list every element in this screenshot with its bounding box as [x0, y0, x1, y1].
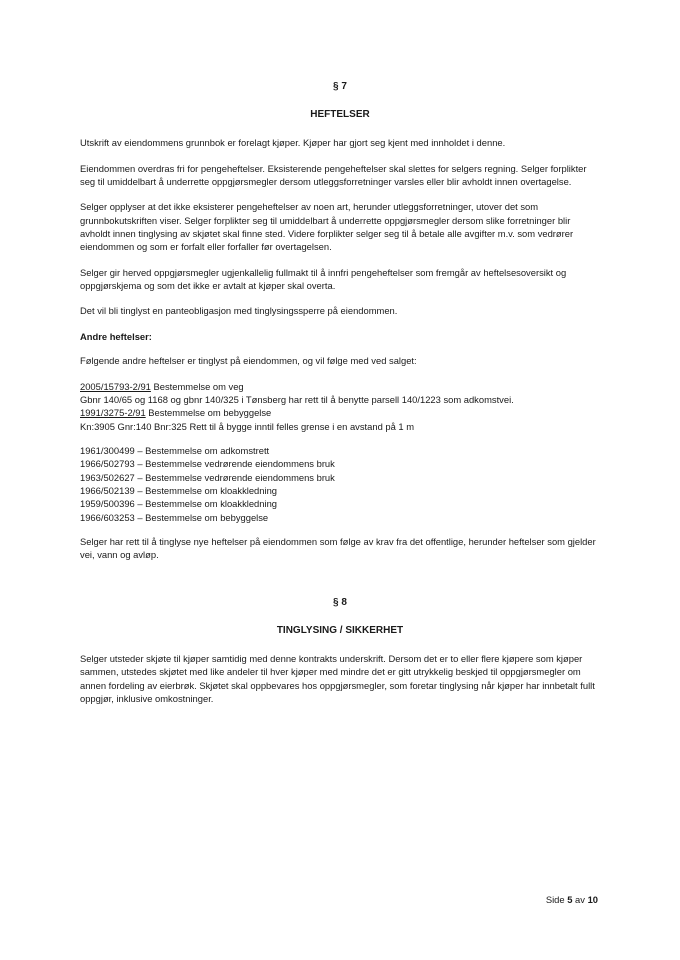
section-7-paragraph-5: Det vil bli tinglyst en panteobligasjon med tinglysingssperre på eiendommen.: [80, 305, 398, 317]
list-item: 1963/502627 – Bestemmelse vedrørende eiendommens bruk: [80, 471, 335, 483]
encumbrance-entries: [80, 380, 600, 433]
page-number-current: 5: [567, 894, 573, 905]
encumbrance-entry-2-description: Kn:3905 Gnr:140 Bnr:325 Rett til å bygge inntil felles grense i en avstand på 1 m: [80, 420, 415, 432]
section-7-paragraph-1: Utskrift av eiendommens grunnbok er forelagt kjøper. Kjøper har gjort seg kjent med innholdet i denne.: [80, 137, 506, 149]
encumbrance-entry-1-ref: 2005/15793-2/91: [80, 380, 151, 392]
section-7-paragraph-3: Selger opplyser at det ikke eksisterer pengeheftelser av noen art, herunder utleggsforretninger, utover det som grunnbokutskriften viser. Selger forplikter seg til umiddelbart å underrette oppgjørsmegler dersom slike forretninger blir avholdt innen tinglysing av skjøtet skal finne sted. Videre forplikter selger seg til å betale alle avgifter m.v. som vedrører eiendommen og som er forfalt eller forfaller før overtagelsen.: [80, 201, 574, 253]
encumbrance-entry-2-title: Bestemmelse om bebyggelse: [145, 407, 272, 419]
section-7-paragraph-4: Selger gir herved oppgjørsmegler ugjenkallelig fullmakt til å innfri pengeheftelser som fremgår av heftelsesoversikt og oppgjørskjema og som det ikke er avtalt at kjøper skal overta.: [80, 266, 567, 292]
section-8-number: § 8: [333, 596, 347, 608]
encumbrance-entry-2-ref: 1991/3275-2/91: [80, 407, 146, 419]
encumbrance-entry-1-heading: [80, 380, 600, 393]
page-number-total: 10: [587, 894, 598, 905]
section-8-title: TINGLYSING / SIKKERHET: [276, 624, 404, 636]
page-number: [546, 893, 598, 906]
encumbrance-list: [80, 444, 600, 524]
encumbrance-entry-1-title: Bestemmelse om veg: [150, 380, 244, 392]
page-number-prefix: Side: [545, 894, 568, 905]
section-7-paragraph-2: Eiendommen overdras fri for pengeheftelser. Eksisterende pengeheftelser skal slettes for selgers regning. Selger forplikter seg til umiddelbart å underrette oppgjørsmegler dersom utleggsforretninger varsles eller blir avholdt innen overtagelse.: [80, 162, 587, 188]
andre-heftelser-heading: Andre heftelser:: [80, 330, 152, 342]
page-number-of: av: [572, 894, 588, 905]
list-item: 1966/603253 – Bestemmelse om bebyggelse: [80, 511, 269, 523]
list-item: 1966/502139 – Bestemmelse om kloakkledning: [80, 484, 277, 496]
encumbrance-entry-2-heading: [80, 406, 600, 419]
list-item: 1966/502793 – Bestemmelse vedrørende eiendommens bruk: [80, 458, 335, 470]
section-8-paragraph-1: Selger utsteder skjøte til kjøper samtidig med denne kontrakts underskrift. Dersom det er to eller flere kjøpere som kjøper sammen, utstedes skjøtet med like andeler til hver kjøper med mindre det er gitt utrykkelig beskjed til oppgjørsmegler om annen fordeling av eierbrøk. Skjøtet skal oppbevares hos oppgjørsmegler, som foretar tinglysing når kjøper har innbetalt fullt oppgjør, inklusive omkostninger.: [80, 653, 595, 705]
section-7-number: § 7: [333, 81, 347, 92]
andre-heftelser-intro: Følgende andre heftelser er tinglyst på eiendommen, og vil følge med ved salget:: [80, 355, 417, 367]
list-item: 1961/300499 – Bestemmelse om adkomstrett: [80, 444, 270, 456]
section-spacer: [80, 574, 600, 596]
section-7-paragraph-6: Selger har rett til å tinglyse nye heftelser på eiendommen som følge av krav fra det offentlige, herunder heftelser som gjelder vei, vann og avløp.: [80, 535, 596, 561]
list-item: 1959/500396 – Bestemmelse om kloakkledning: [80, 498, 277, 510]
section-7-title: HEFTELSER: [310, 109, 370, 121]
page-content: [80, 80, 600, 717]
encumbrance-entry-1-description: Gbnr 140/65 og 1168 og gbnr 140/325 i Tønsberg har rett til å benytte parsell 140/1223 som adkomstvei.: [80, 393, 514, 405]
